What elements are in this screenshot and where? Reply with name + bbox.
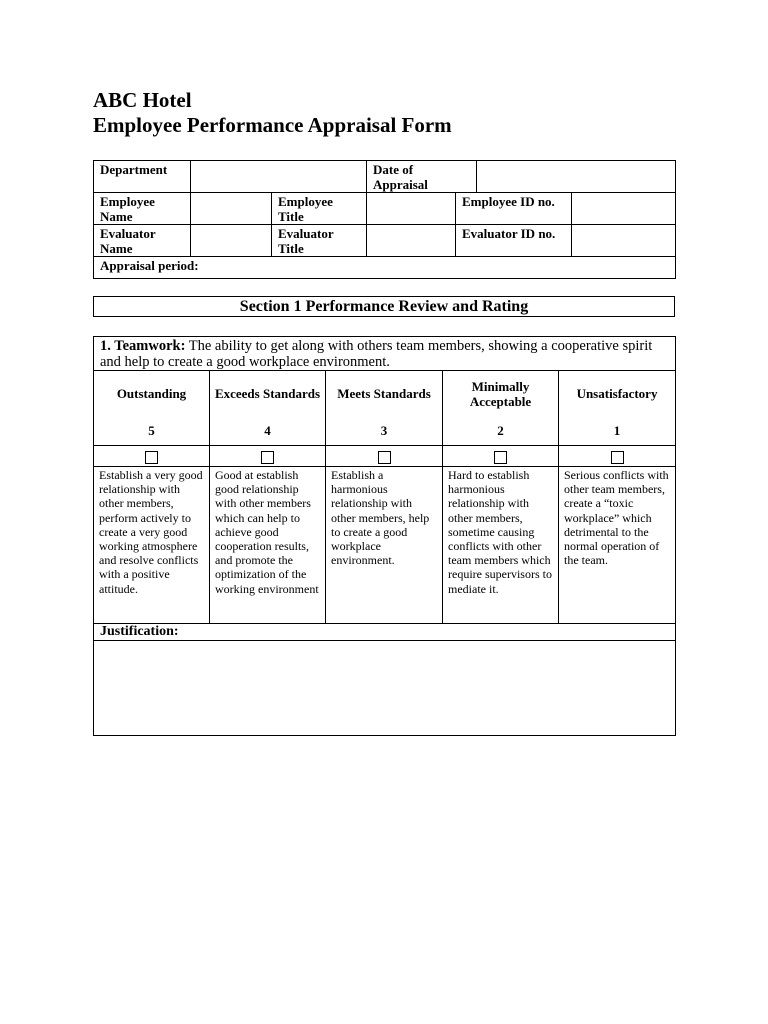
checkbox-outstanding[interactable] — [145, 451, 158, 464]
appraisal-period-field[interactable]: Appraisal period: — [94, 257, 676, 279]
form-header — [93, 88, 452, 138]
rating-description: Good at establish good relationship with other members which can help to achieve good cooperation results, and promote the optimization of the working environment — [210, 467, 326, 624]
rating-description: Establish a very good relationship with other members, perform actively to create a very good working atmosphere and resolve conflicts with a positive attitude. — [94, 467, 210, 624]
rating-description: Establish a harmonious relationship with other members, help to create a good workplace environment. — [326, 467, 443, 624]
employee-id-label: Employee ID no. — [456, 193, 572, 225]
teamwork-intro — [94, 337, 676, 371]
evaluator-id-label: Evaluator ID no. — [456, 225, 572, 257]
employee-title-label: Employee Title — [272, 193, 367, 225]
teamwork-description: The ability to get along with others team members, showing a cooperative spirit and help to create a good workplace environment. — [100, 338, 653, 370]
employee-id-field[interactable] — [572, 193, 676, 225]
department-label: Department — [94, 161, 191, 193]
date-of-appraisal-field[interactable] — [477, 161, 676, 193]
rating-score: 1 — [613, 422, 621, 438]
employee-name-field[interactable] — [191, 193, 272, 225]
teamwork-heading: 1. Teamwork: — [100, 338, 186, 354]
checkbox-unsatisfactory[interactable] — [611, 451, 624, 464]
employee-title-field[interactable] — [367, 193, 456, 225]
company-name: ABC Hotel — [93, 88, 192, 112]
rating-header-outstanding — [94, 371, 210, 446]
date-of-appraisal-label: Date of Appraisal — [367, 161, 477, 193]
justification-field[interactable] — [94, 641, 676, 736]
rating-label: Meets Standards — [337, 386, 431, 401]
rating-score: 5 — [148, 422, 155, 438]
rating-description: Serious conflicts with other team members, create a “toxic workplace” which detrimental to the normal operation of the team. — [559, 467, 676, 624]
evaluator-title-label: Evaluator Title — [272, 225, 367, 257]
rating-header-exceeds — [210, 371, 326, 446]
rating-label: Outstanding — [116, 386, 187, 401]
rating-score: 4 — [264, 422, 271, 438]
evaluator-name-label: Evaluator Name — [94, 225, 191, 257]
form-title: Employee Performance Appraisal Form — [93, 113, 452, 137]
rating-score: 3 — [380, 422, 388, 438]
rating-description: Hard to establish harmonious relationship with other members, sometime causing conflicts with other team members which require supervisors to mediate it. — [443, 467, 559, 624]
checkbox-minimally-acceptable[interactable] — [494, 451, 507, 464]
employee-info-table — [93, 160, 676, 279]
rating-label: Exceeds Standards — [214, 386, 321, 401]
rating-header-meets — [326, 371, 443, 446]
rating-label: Unsatisfactory — [576, 386, 658, 401]
evaluator-name-field[interactable] — [191, 225, 272, 257]
evaluator-id-field[interactable] — [572, 225, 676, 257]
section-title: Section 1 Performance Review and Rating — [93, 296, 675, 317]
evaluator-title-field[interactable] — [367, 225, 456, 257]
rating-score: 2 — [497, 422, 504, 438]
checkbox-exceeds-standards[interactable] — [261, 451, 274, 464]
rating-header-unsatisfactory — [559, 371, 676, 446]
department-field[interactable] — [191, 161, 367, 193]
rating-header-minimally — [443, 371, 559, 446]
teamwork-rating-table — [93, 336, 676, 736]
employee-name-label: Employee Name — [94, 193, 191, 225]
checkbox-meets-standards[interactable] — [378, 451, 391, 464]
rating-label: Minimally Acceptable — [469, 378, 532, 409]
justification-label: Justification: — [94, 624, 676, 641]
